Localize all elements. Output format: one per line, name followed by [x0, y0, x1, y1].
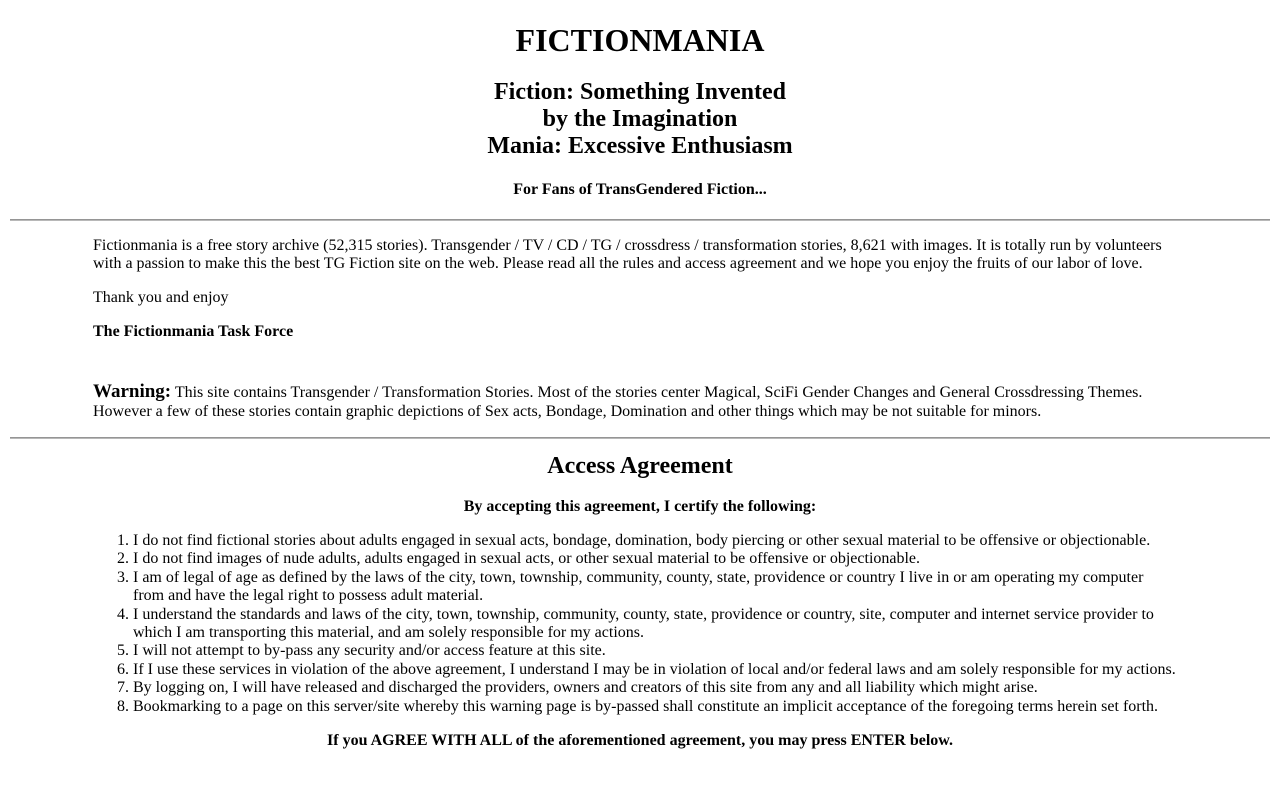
- divider-top: [10, 219, 1270, 221]
- agreement-item: 3. I am of legal of age as defined by the laws of the city, town, township, community, county, state, providence or country I live in or am operating my computer from and have the legal right to possess adult material.: [133, 569, 1177, 606]
- agreement-item: 6. If I use these services in violation of the above agreement, I understand I may be in violation of local and/or federal laws and am solely responsible for my actions.: [133, 661, 1177, 679]
- agreement-item: 5. I will not attempt to by-pass any security and/or access feature at this site.: [133, 642, 1177, 660]
- signature-line: The Fictionmania Task Force: [93, 323, 294, 340]
- agreement-item: 8. Bookmarking to a page on this server/site whereby this warning page is by-passed shall constitute an implicit acceptance of the foregoing terms herein set forth.: [133, 698, 1177, 716]
- site-subtitle: [8, 79, 1272, 160]
- access-agreement-section: [8, 453, 1272, 750]
- agreement-footer-line: If you AGREE WITH ALL of the aforementioned agreement, you may press ENTER below.: [327, 732, 953, 750]
- warning-label: Warning:: [93, 381, 172, 402]
- intro-section: [93, 237, 1180, 421]
- agreement-item: 7. By logging on, I will have released and discharged the providers, owners and creators of this site from any and all liability which might arise.: [133, 679, 1177, 697]
- agreement-list: [8, 532, 1177, 716]
- warning-text: This site contains Transgender / Transformation Stories. Most of the stories center Magical, SciFi Gender Changes and General Crossdressing Themes. However a few of these stories contain graphic depictions of Sex acts, Bondage, Domination and other things which may be not suitable for minors.: [93, 384, 1143, 420]
- subtitle-line-1: Fiction: Something Invented: [493, 79, 786, 105]
- divider-middle: [10, 437, 1270, 439]
- subtitle-line-2: by the Imagination: [542, 106, 738, 132]
- subtitle-line-3: Mania: Excessive Enthusiasm: [487, 133, 793, 159]
- intro-paragraph: Fictionmania is a free story archive (52,315 stories). Transgender / TV / CD / TG / crossdress / transformation stories, 8,621 with images. It is totally run by volunteers with a passion to make this the best TG Fiction site on the web. Please read all the rules and access agreement and we hope you enjoy the fruits of our labor of love.: [93, 237, 1162, 272]
- warning-paragraph: [93, 381, 1180, 421]
- certify-line: By accepting this agreement, I certify the following:: [463, 498, 817, 515]
- thanks-line: Thank you and enjoy: [93, 289, 229, 306]
- agreement-item: 1. I do not find fictional stories about adults engaged in sexual acts, bondage, domination, body piercing or other sexual material to be offensive or objectionable.: [133, 532, 1177, 550]
- tagline: For Fans of TransGendered Fiction...: [513, 181, 767, 198]
- agreement-item: 4. I understand the standards and laws of the city, town, township, community, county, state, providence or country, site, computer and internet service provider to which I am transporting this material, and am solely responsible for my actions.: [133, 606, 1177, 643]
- page-title: FICTIONMANIA: [515, 22, 765, 58]
- access-agreement-heading: Access Agreement: [547, 453, 733, 479]
- agreement-item: 2. I do not find images of nude adults, adults engaged in sexual acts, or other sexual material to be offensive or objectionable.: [133, 550, 1177, 568]
- page-header: [8, 22, 1272, 199]
